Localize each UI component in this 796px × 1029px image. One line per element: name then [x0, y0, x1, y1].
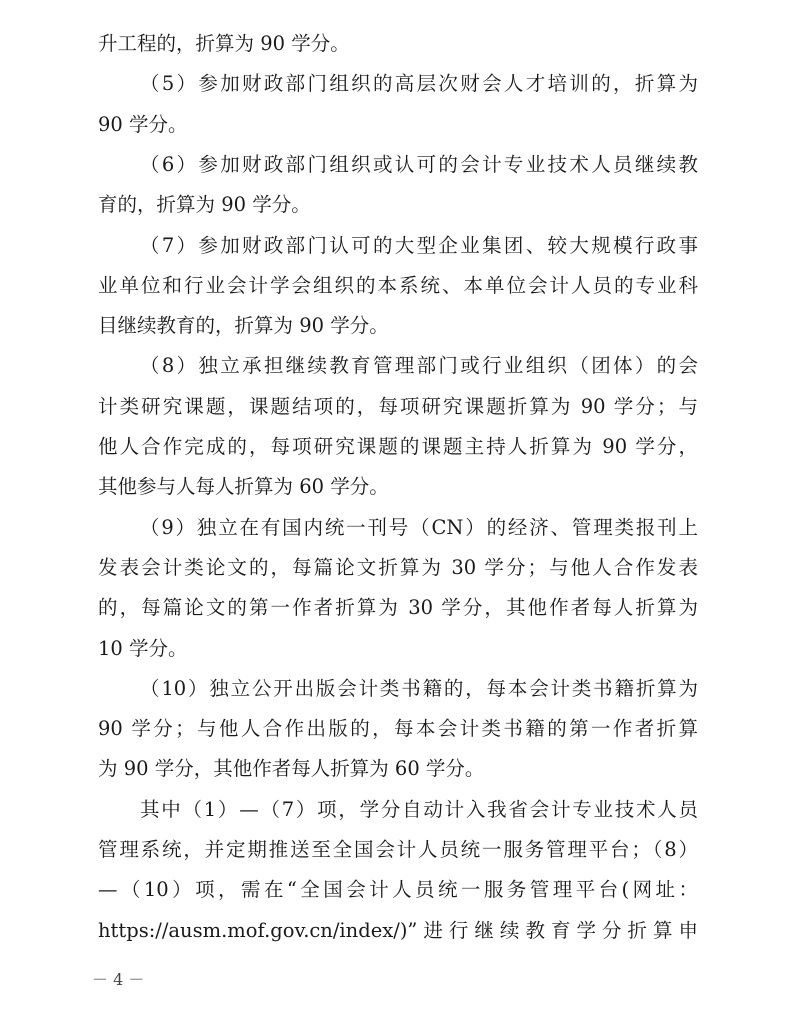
text-line: https://ausm.mof.gov.cn/index/)”进行继续教育学分折算申 [98, 918, 698, 942]
text-line: 10 学分。 [98, 636, 188, 660]
text-line: 升工程的，折算为 90 学分。 [98, 32, 350, 55]
page-number: － 4 － [92, 970, 145, 989]
text-line: 管理系统，并定期推送至全国会计人员统一服务管理平台；（8） [98, 838, 698, 861]
text-line: 发表会计类论文的，每篇论文折算为 30 学分；与他人合作发表 [98, 555, 698, 579]
text-line: （9）独立在有国内统一刊号（CN）的经济、管理类报刊上 [140, 515, 698, 539]
text-line: （8）独立承担继续教育管理部门或行业组织（团体）的会 [140, 354, 698, 378]
text-line: 90 学分；与他人合作出版的，每本会计类书籍的第一作者折算 [98, 717, 698, 741]
text-line: 业单位和行业会计学会组织的本系统、本单位会计人员的专业科 [98, 273, 698, 297]
text-line: 育的，折算为 90 学分。 [98, 193, 311, 217]
text-line: （7）参加财政部门认可的大型企业集团、较大规模行政事 [140, 233, 698, 257]
text-line: —（10）项，需在“全国会计人员统一服务管理平台(网址： [98, 878, 698, 902]
text-line: 其中（1）—（7）项，学分自动计入我省会计专业技术人员 [140, 797, 698, 821]
text-line: （10）独立公开出版会计类书籍的，每本会计类书籍折算为 [140, 676, 698, 700]
text-line: （6）参加财政部门组织或认可的会计专业技术人员继续教 [140, 152, 698, 176]
text-line: 计类研究课题，课题结项的，每项研究课题折算为 90 学分；与 [98, 394, 698, 418]
text-line: 的，每篇论文的第一作者折算为 30 学分，其他作者每人折算为 [98, 596, 698, 620]
text-line: 90 学分。 [98, 112, 188, 136]
text-line: 目继续教育的，折算为 90 学分。 [98, 314, 389, 338]
text-line: 为 90 学分，其他作者每人折算为 60 学分。 [98, 757, 485, 781]
text-line: 其他参与人每人折算为 60 学分。 [98, 475, 389, 499]
text-line: 他人合作完成的，每项研究课题的课题主持人折算为 90 学分， [98, 435, 698, 458]
text-line: （5）参加财政部门组织的高层次财会人才培训的，折算为 [140, 72, 698, 96]
